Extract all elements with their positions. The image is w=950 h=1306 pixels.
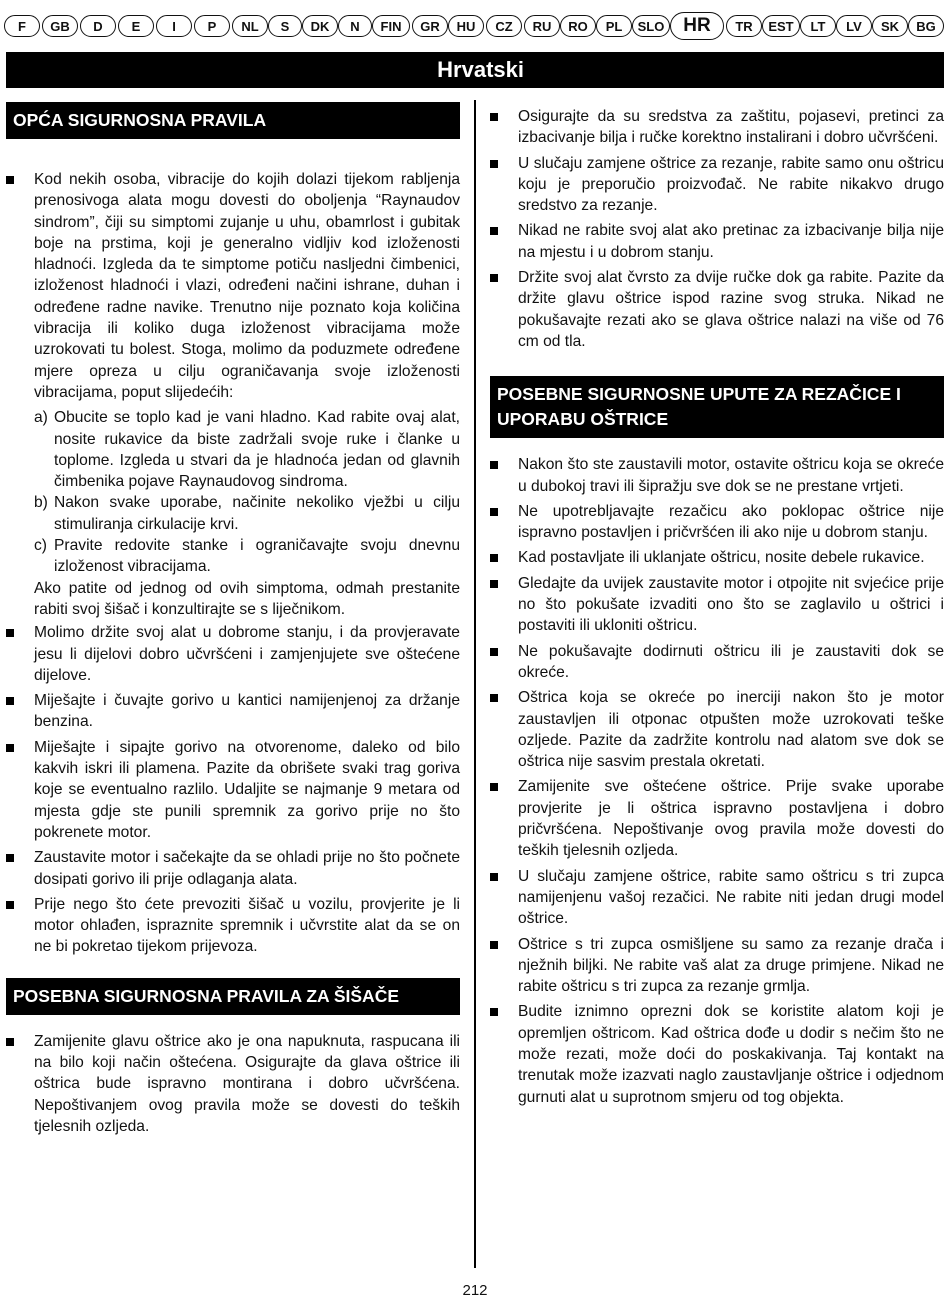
lang-tab[interactable]: F — [4, 15, 40, 37]
list-item: Prije nego što ćete prevoziti šišač u vozilu, provjerite je li motor ohlađen, ispraznite spremnik i učvrstite alat da se on ne bi pokretao tijekom prijevoza. — [6, 894, 460, 958]
lang-tab[interactable]: GB — [42, 15, 78, 37]
lang-tab[interactable]: CZ — [486, 15, 522, 37]
right-column — [490, 106, 944, 1112]
list-item: Ne upotrebljavajte rezačicu ako poklopac oštrice nije ispravno postavljen i pričvršćen ili ako nije u dobrom stanju. — [490, 501, 944, 544]
lang-tab[interactable]: I — [156, 15, 192, 37]
list-item: Oštrica koja se okreće po inerciji nakon što je motor zaustavljen ili otponac otpušten može uzrokovati teške ozljede. Pazite da zadržite kontrolu nad alatom sve dok se oštrica nije sasvim prestala okretati. — [490, 687, 944, 772]
sub-item-text: Obucite se toplo kad je vani hladno. Kad rabite ovaj alat, nosite rukavice da biste zadržali svoje ruke i članke u toplome. Izgleda u stvari da je hladnoća jedan od glavnih čimbenika pojave Raynaudovog sindroma. — [54, 409, 460, 491]
list-item: Osigurajte da su sredstva za zaštitu, pojasevi, pretinci za izbacivanje bilja i ručke korektno instalirani i dobro učvršćeni. — [490, 106, 944, 149]
lang-tab[interactable]: N — [338, 15, 372, 37]
sub-item — [6, 535, 460, 578]
left-column — [6, 102, 460, 1141]
page-number: 212 — [462, 1282, 488, 1299]
list-item: Nikad ne rabite svoj alat ako pretinac za izbacivanje bilja nije na mjestu i u dobrom stanju. — [490, 220, 944, 263]
list-item: Držite svoj alat čvrsto za dvije ručke dok ga rabite. Pazite da držite glavu oštrice ispod razine svog struka. Nikad ne pokušavajte rezati ako se glava oštrice nalazi na više od 76 cm od tla. — [490, 267, 944, 352]
language-bar — [4, 12, 946, 40]
list-item: Kad postavljate ili uklanjate oštricu, nosite debele rukavice. — [490, 547, 944, 568]
lang-tab[interactable]: LT — [800, 15, 836, 37]
list-item: Miješajte i čuvajte gorivo u kantici namijenjenoj za držanje benzina. — [6, 690, 460, 733]
lang-tab[interactable]: BG — [908, 15, 944, 37]
lang-tab[interactable]: E — [118, 15, 154, 37]
lang-tab[interactable]: D — [80, 15, 116, 37]
lang-tab[interactable]: LV — [836, 15, 872, 37]
sub-item-label: c) — [34, 537, 47, 555]
column-divider — [474, 100, 476, 1268]
list-item: Zamijenite glavu oštrice ako je ona napuknuta, raspucana ili na bilo koji način oštećena. Osigurajte da glava oštrice ili oštrica bude ispravno montirana i dobro učvršćena. Nepoštivanjem ovog pravila može se dovesti do teških tjelesnih ozljeda. — [6, 1031, 460, 1137]
sub-item-text: Pravite redovite stanke i ograničavajte svoju dnevnu izloženost vibracijama. — [54, 537, 460, 576]
note-paragraph: Ako patite od jednog od ovih simptoma, odmah prestanite rabiti svoj šišač i konzultirajte se s liječnikom. — [34, 579, 460, 618]
sub-item-label: b) — [34, 494, 48, 512]
list-item: Gledajte da uvijek zaustavite motor i otpojite nit svjećice prije no što pokušate izvaditi ono što se zaglavilo u oštrici i postaviti ili ukloniti oštricu. — [490, 573, 944, 637]
sub-item-label: a) — [34, 409, 48, 427]
sub-item — [6, 492, 460, 535]
page-title: Hrvatski — [6, 52, 944, 88]
lang-tab[interactable]: NL — [232, 15, 268, 37]
lang-tab[interactable]: TR — [726, 15, 762, 37]
lang-tab[interactable]: P — [194, 15, 230, 37]
lang-tab[interactable]: SLO — [632, 15, 670, 37]
list-item: U slučaju zamjene oštrice, rabite samo oštricu s tri zupca namijenjenu vašoj rezačici. Ne rabite niti jedan drugi model oštrice. — [490, 866, 944, 930]
lang-tab[interactable]: RO — [560, 15, 596, 37]
lang-tab[interactable]: PL — [596, 15, 632, 37]
lang-tab[interactable]: HU — [448, 15, 484, 37]
list-item: U slučaju zamjene oštrice za rezanje, rabite samo onu oštricu koju je preporučio proizvođač. Ne rabite nikakvo drugo sredstvo za rezanje. — [490, 153, 944, 217]
lang-tab[interactable]: S — [268, 15, 302, 37]
list-item: Zamijenite sve oštećene oštrice. Prije svake uporabe provjerite je li oštrica ispravno postavljena i dobro pričvršćena. Nepoštivanje ovog pravila može dovesti do teških tjelesnih ozljeda. — [490, 776, 944, 861]
lang-tab[interactable]: EST — [762, 15, 800, 37]
list-item: Miješajte i sipajte gorivo na otvorenome, daleko od bilo kakvih iskri ili plamena. Pazite da obrišete svaki trag goriva koje se eventualno razlilo. Udaljite se najmanje 9 metara od mjesta gdje ste punili spremnik za gorivo prije no što pokrenete motor. — [6, 737, 460, 843]
sub-item — [6, 407, 460, 492]
list-item: Molimo držite svoj alat u dobrome stanju, i da provjeravate jesu li dijelovi dobro učvršćeni i zamjenjujete sve oštećene dijelove. — [6, 622, 460, 686]
list-item: Ne pokušavajte dodirnuti oštricu ili je zaustaviti dok se okreće. — [490, 641, 944, 684]
section-heading: POSEBNA SIGURNOSNA PRAVILA ZA ŠIŠAČE — [6, 978, 460, 1015]
list-item: Zaustavite motor i sačekajte da se ohladi prije no što počnete dosipati gorivo ili prije odlaganja alata. — [6, 847, 460, 890]
lang-tab-active[interactable]: HR — [670, 12, 724, 40]
list-item: Nakon što ste zaustavili motor, ostavite oštricu koja se okreće u dubokoj travi ili šipražju sve dok se ne prestane vrtjeti. — [490, 454, 944, 497]
lang-tab[interactable]: FIN — [372, 15, 410, 37]
lang-tab[interactable]: DK — [302, 15, 338, 37]
lang-tab[interactable]: RU — [524, 15, 560, 37]
section-heading: POSEBNE SIGURNOSNE UPUTE ZA REZAČICE I UPORABU OŠTRICE — [490, 376, 944, 438]
sub-item-text: Nakon svake uporabe, načinite nekoliko vježbi u cilju stimuliranja cirkulacije krvi. — [54, 494, 460, 533]
section-heading: OPĆA SIGURNOSNA PRAVILA — [6, 102, 460, 139]
list-item: Oštrice s tri zupca osmišljene su samo za rezanje drača i nježnih biljki. Ne rabite vaš alat za druge primjene. Nikad ne rabite oštricu s tri zupca za rezanje grmlja. — [490, 934, 944, 998]
list-item: Kod nekih osoba, vibracije do kojih dolazi tijekom rabljenja prenosivoga alata mogu dovesti do oboljenja “Raynaudov sindrom”, čiji su simptomi zujanje u uhu, obamrlost i gubitak boje na prstima, koji je generalno vidljiv kod izloženosti hladnoći. Izgleda da te simptome potiču nasljedni čimbenici, izloženost hladnoći i vlazi, određeni načini ishrane, duhan i određene radne navike. Trenutno nije poznato koja količina vibracija ili koliko duga izloženost vibracijama može uzrokovati tu bolest. Stoga, molimo da poduzmete određene mjere opreza u cilju ograničavanja svoje izloženosti vibracijama, poput slijedećih: — [6, 169, 460, 403]
lang-tab[interactable]: SK — [872, 15, 908, 37]
list-item: Budite iznimno oprezni dok se koristite alatom koji je opremljen oštricom. Kad oštrica dođe u dodir s nečim što ne može rezati, može doći do poskakivanja. Taj kontakt na trenutak može izazvati naglo zaustavljanje oštrice i odjednom gurnuti alat u suprotnom smjeru od tog objekta. — [490, 1001, 944, 1107]
lang-tab[interactable]: GR — [412, 15, 448, 37]
